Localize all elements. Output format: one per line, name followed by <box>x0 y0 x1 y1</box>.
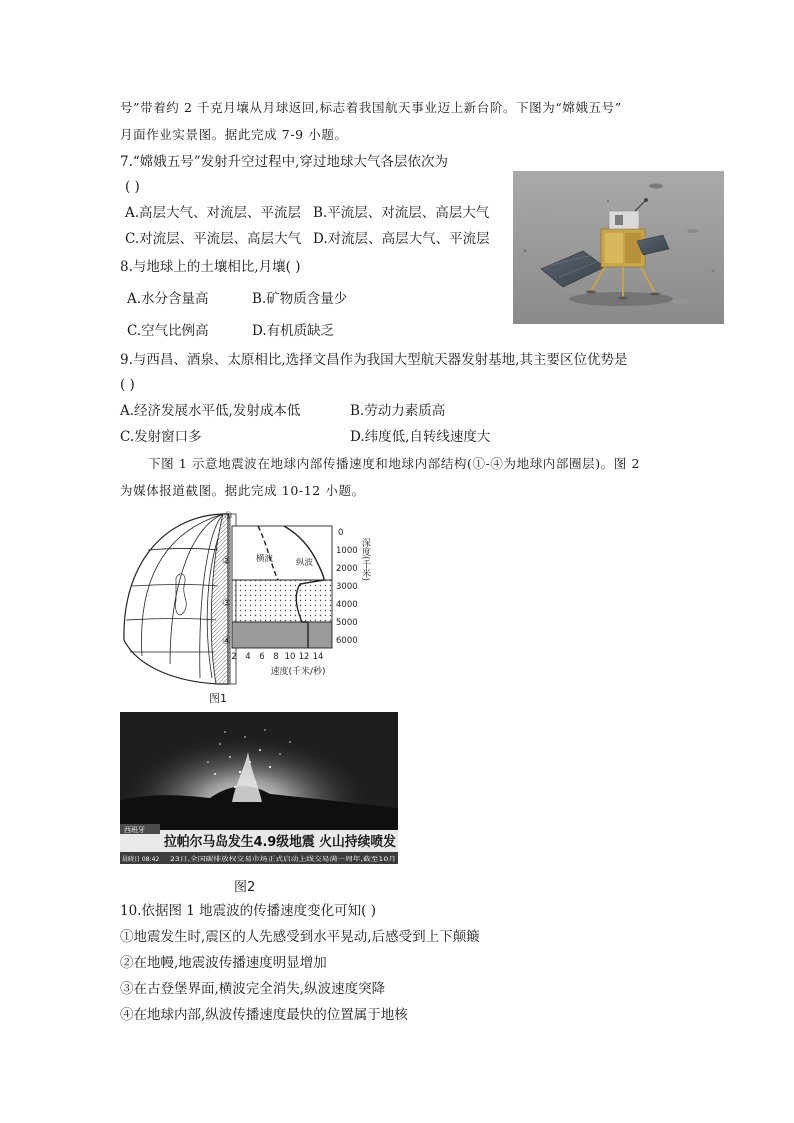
news-ticker-time: 晨晓日 08:42 <box>122 856 160 863</box>
q7-option-d: D.对流层、高层大气、平流层 <box>313 231 490 247</box>
figure1-earth-structure <box>118 508 378 690</box>
q9-option-c: C.发射窗口多 <box>120 429 202 445</box>
q9-option-b: B.劳动力素质高 <box>350 403 446 419</box>
q8-option-c: C.空气比例高 <box>127 323 209 339</box>
q10-stem: 10.依据图 1 地震波的传播速度变化可知( ) <box>120 903 376 919</box>
q9-stem: 9.与西昌、酒泉、太原相比,选择文昌作为我国大型航天器发射基地,其主要区位优势是 <box>120 352 628 368</box>
layer-marker-3: ③ <box>222 598 231 609</box>
speed-tick: 6 <box>259 652 265 662</box>
depth-tick: 6000 <box>336 636 358 646</box>
figure1-caption: 图1 <box>209 692 227 705</box>
q10-statement-4: ④在地球内部,纵波传播速度最快的位置属于地核 <box>120 1007 408 1023</box>
layer-marker-4: ④ <box>222 636 231 647</box>
news-headline: 拉帕尔马岛发生4.9级地震 火山持续喷发 <box>164 834 398 850</box>
moon-lander-photo <box>513 171 724 324</box>
speed-tick: 10 <box>284 652 296 662</box>
intro-line-1: 号”带着约 2 千克月壤从月球返回,标志着我国航天事业迈上新台阶。下图为“嫦娥五号” <box>120 100 622 115</box>
q10-statement-1: ①地震发生时,震区的人先感受到水平晃动,后感受到上下颠簸 <box>120 929 480 945</box>
intro-line-2: 月面作业实景图。据此完成 7-9 小题。 <box>120 127 348 142</box>
q8-option-d: D.有机质缺乏 <box>252 323 335 339</box>
news-tag: 西班牙 <box>124 826 145 834</box>
q7-paren: ( ) <box>125 179 140 195</box>
q7-option-b: B.平流层、对流层、高层大气 <box>313 205 490 221</box>
q8-stem: 8.与地球上的土壤相比,月壤( ) <box>120 259 301 275</box>
depth-tick: 2000 <box>336 564 358 574</box>
q7-option-c: C.对流层、平流层、高层大气 <box>125 231 302 247</box>
speed-tick: 2 <box>231 652 237 662</box>
layer-marker-1: ① <box>224 511 233 522</box>
depth-tick: 1000 <box>336 546 358 556</box>
q7-option-a: A.高层大气、对流层、平流层 <box>125 205 302 221</box>
speed-tick: 8 <box>273 652 279 662</box>
q7-stem: 7.“嫦娥五号”发射升空过程中,穿过地球大气各层依次为 <box>120 154 448 170</box>
speed-tick: 14 <box>312 652 324 662</box>
q9-paren: ( ) <box>120 377 135 393</box>
intro2-line-1: 下图 1 示意地震波在地球内部传播速度和地球内部结构(①-④为地球内部圈层)。图 2 <box>148 456 641 471</box>
q10-statement-3: ③在古登堡界面,横波完全消失,纵波速度突降 <box>120 981 386 997</box>
q9-option-d: D.纬度低,自转线速度大 <box>350 429 491 445</box>
speed-axis-label: 速度(千米/秒) <box>270 667 326 677</box>
figure2-news-screenshot <box>120 712 398 864</box>
depth-tick: 0 <box>338 528 344 538</box>
speed-tick: 12 <box>298 652 310 662</box>
q8-option-a: A.水分含量高 <box>127 291 209 307</box>
news-ticker-text: 23日,全国碳排放权交易市场正式启动上线交易满一周年,截至10月 <box>170 856 346 863</box>
intro2-line-2: 为媒体报道截图。据此完成 10-12 小题。 <box>120 483 365 498</box>
depth-axis-label: 深度(千米) <box>360 538 370 582</box>
figure2-caption: 图2 <box>234 880 256 895</box>
speed-tick: 4 <box>245 652 251 662</box>
q9-option-a: A.经济发展水平低,发射成本低 <box>120 403 301 419</box>
q8-option-b: B.矿物质含量少 <box>252 291 348 307</box>
label-p-wave: 纵波 <box>296 558 314 568</box>
q10-statement-2: ②在地幔,地震波传播速度明显增加 <box>120 955 327 971</box>
depth-tick: 4000 <box>336 600 358 610</box>
depth-tick: 5000 <box>336 618 358 628</box>
layer-marker-2: ② <box>222 556 231 567</box>
label-s-wave: 横波 <box>256 554 274 564</box>
depth-tick: 3000 <box>336 582 358 592</box>
